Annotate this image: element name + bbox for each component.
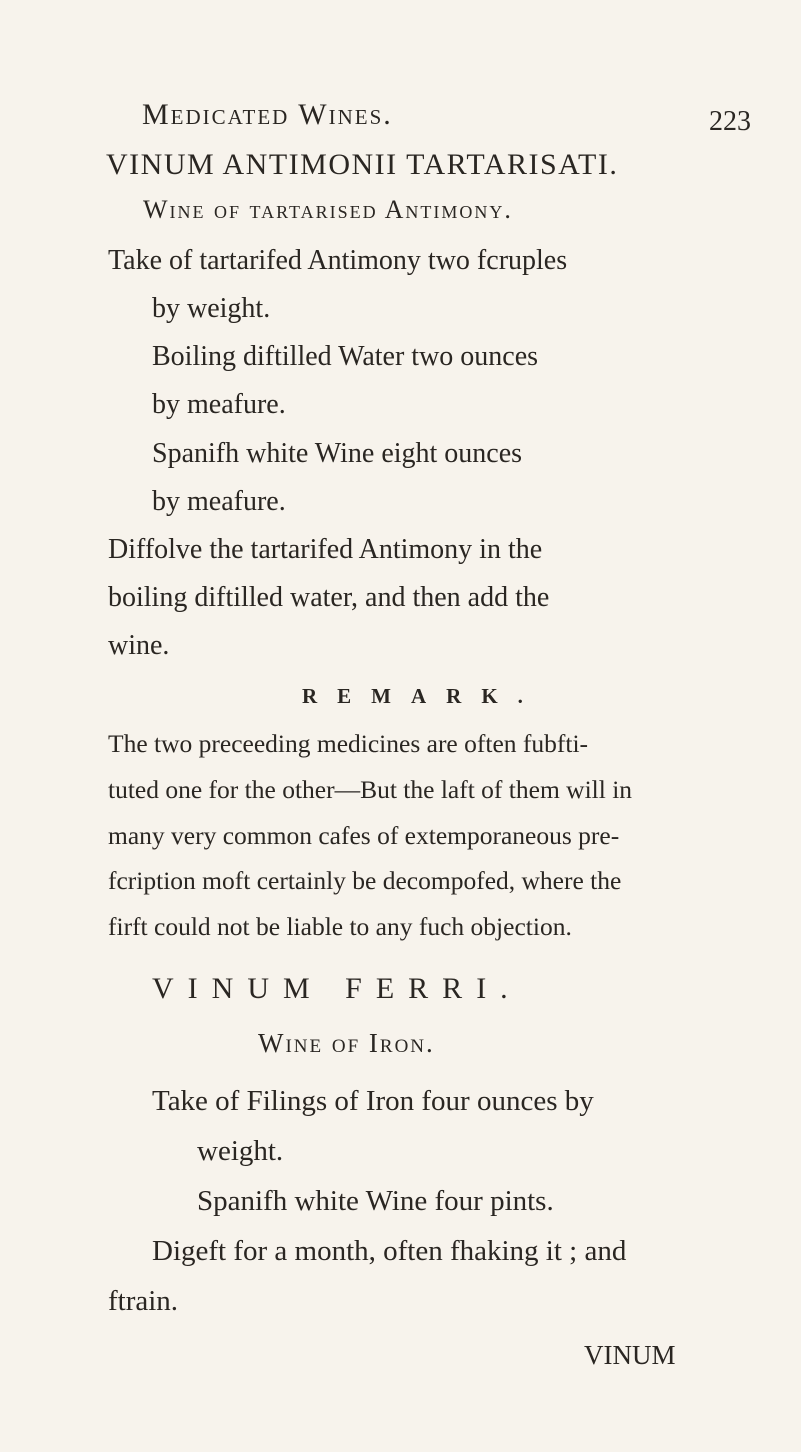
recipe-line: Take of Filings of Iron four ounces by xyxy=(152,1085,594,1117)
remark-line: The two preceeding medicines are often fubfti- xyxy=(108,729,589,758)
remark-heading: REMARK. xyxy=(302,684,543,708)
recipe-line: Diffolve the tartarifed Antimony in the xyxy=(108,534,543,565)
section-subtitle-iron: Wine of Iron. xyxy=(258,1028,435,1058)
catchword: VINUM xyxy=(584,1340,676,1370)
recipe-line: Take of tartarifed Antimony two fcruples xyxy=(108,245,568,276)
remark-line: tuted one for the other—But the laft of them will in xyxy=(108,775,633,804)
recipe-line: by meafure. xyxy=(152,389,286,420)
page-number: 223 xyxy=(709,106,751,137)
section-title-antimony: VINUM ANTIMONII TARTARISATI. xyxy=(106,148,619,181)
recipe-line: Boiling diftilled Water two ounces xyxy=(152,341,539,372)
recipe-line: Digeft for a month, often fhaking it ; and xyxy=(152,1235,627,1267)
recipe-line: boiling diftilled water, and then add the xyxy=(108,582,550,613)
recipe-line: weight. xyxy=(197,1135,284,1167)
remark-line: fcription moft certainly be decompofed, where the xyxy=(108,866,622,895)
running-head: Medicated Wines. xyxy=(142,98,393,131)
section-title-iron: VINUM FERRI. xyxy=(152,972,522,1005)
remark-line: firft could not be liable to any fuch objection. xyxy=(108,912,572,941)
recipe-line: wine. xyxy=(108,630,170,661)
section-subtitle-antimony: Wine of tartarised Antimony. xyxy=(143,195,513,224)
recipe-line: by weight. xyxy=(152,293,271,324)
recipe-line: Spanifh white Wine four pints. xyxy=(197,1185,554,1217)
recipe-line: by meafure. xyxy=(152,486,286,517)
remark-line: many very common cafes of extemporaneous pre- xyxy=(108,821,620,850)
recipe-line: Spanifh white Wine eight ounces xyxy=(152,438,523,469)
recipe-line: ftrain. xyxy=(108,1285,179,1317)
